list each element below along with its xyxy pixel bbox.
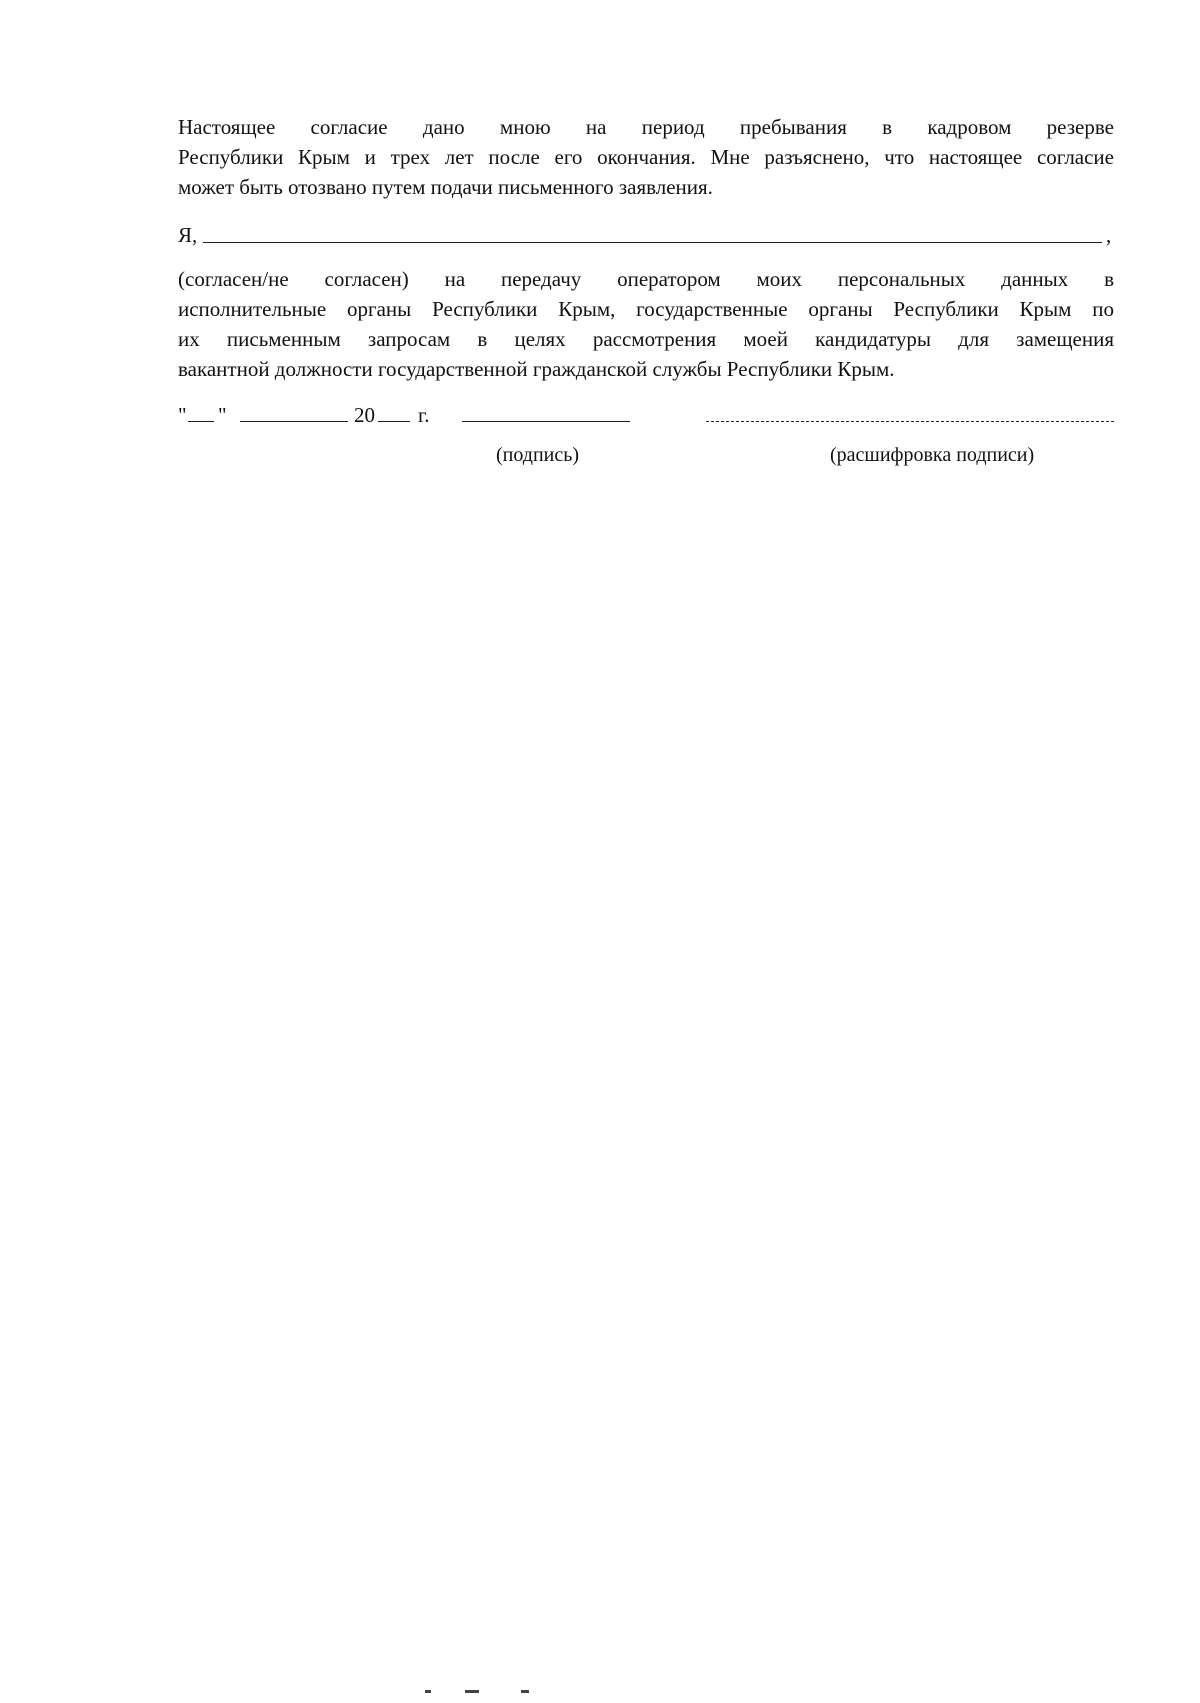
signature-captions-row xyxy=(178,440,1114,470)
paragraph-line: может быть отозвано путем подачи письменного заявления. xyxy=(178,175,713,199)
document-body xyxy=(178,112,1114,470)
data-transfer-paragraph xyxy=(178,264,1114,384)
scan-artifact-marks xyxy=(425,1690,545,1698)
month-blank-line[interactable] xyxy=(240,420,348,422)
paragraph-line: вакантной должности государственной гражданской службы Республики Крым. xyxy=(178,357,895,381)
day-blank-line[interactable] xyxy=(188,420,214,422)
year-prefix: 20 xyxy=(354,403,375,427)
scan-speck xyxy=(425,1690,431,1693)
signature-decoding-caption: (расшифровка подписи) xyxy=(830,444,1035,466)
ya-label: Я, xyxy=(178,223,198,247)
scan-speck xyxy=(521,1690,529,1693)
year-blank-line[interactable] xyxy=(378,420,410,422)
paragraph-line: Настоящее согласие дано мною на период пребывания в кадровом резерве xyxy=(178,115,1114,139)
name-blank-line[interactable] xyxy=(203,241,1102,243)
paragraph-line: Республики Крым и трех лет после его окончания. Мне разъяснено, что настоящее согласие xyxy=(178,145,1114,169)
day-quote-close: " xyxy=(218,403,227,427)
year-suffix: г. xyxy=(418,403,430,427)
scan-speck xyxy=(465,1690,479,1693)
day-quote-open: " xyxy=(178,403,187,427)
paragraph-line: исполнительные органы Республики Крым, государственные органы Республики Крым по xyxy=(178,297,1114,321)
signature-decoding-blank-line[interactable] xyxy=(706,420,1114,422)
signature-caption: (подпись) xyxy=(496,444,580,466)
signature-blank-line[interactable] xyxy=(462,420,630,422)
consent-period-paragraph xyxy=(178,112,1114,202)
name-field-row xyxy=(178,220,1114,250)
ya-comma: , xyxy=(1106,223,1112,247)
date-signature-row xyxy=(178,400,1114,430)
paragraph-line: (согласен/не согласен) на передачу оператором моих персональных данных в xyxy=(178,267,1114,291)
paragraph-line: их письменным запросам в целях рассмотрения моей кандидатуры для замещения xyxy=(178,327,1114,351)
